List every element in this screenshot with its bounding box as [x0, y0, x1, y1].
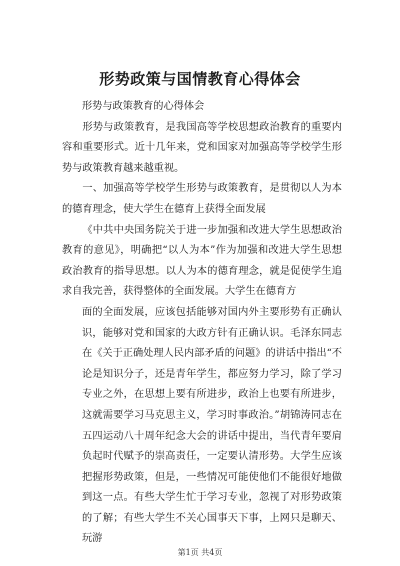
paragraph-continued: 面的全面发展，应该包括能够对国内外主要形势有正确认识，能够对党和国家的大政方针有正确认识。毛泽东同志在《关于正确处理人民内部矛盾的问题》的讲话中指出“不论是知识分子，还是青年学生，都应努力学习，除了学习专业之外，在思想上要有所进步，政治上也要有所进步，这就需要学习马克思主义，学习时事政治。”胡锦涛同志在五四运动八十周年纪念大会的讲话中提出，当代青年要肩负起时代赋予的崇高责任，一定要认清形势。大学生应该把握形势政策，但是，一些情况可能使他们不能很好地做到这一点。有些大学生忙于学习专业，忽视了对形势政策的了解；有些大学生不关心国事天下事，上网只是聊天、玩游: [82, 306, 342, 545]
page-footer: 第1页 共4页: [177, 548, 223, 557]
section-heading-1: 一、加强高等学校学生形势与政策教育，是贯彻以人为本的德育理念，使大学生在德育上获得全面发展: [62, 183, 342, 215]
paragraph-opinion: 《中共中央国务院关于进一步加强和改进大学生思想政治教育的意见》，明确把“以人为本”作为加强和改进大学生思想政治教育的指导思想。以人为本的德育理念，就是促使学生追求自我完善，获得整体的全面发展。大学生在德育方: [62, 224, 342, 298]
document-title: 形势政策与国情教育心得体会: [99, 70, 301, 88]
document-subtitle: 形势与政策教育的心得体会: [82, 101, 205, 112]
document-body: [62, 97, 342, 550]
paragraph-intro: 形势与政策教育，是我国高等学校思想政治教育的重要内容和重要形式。近十几年来，党和国家对加强高等学校学生形势与政策教育越来越重视。: [62, 121, 342, 174]
